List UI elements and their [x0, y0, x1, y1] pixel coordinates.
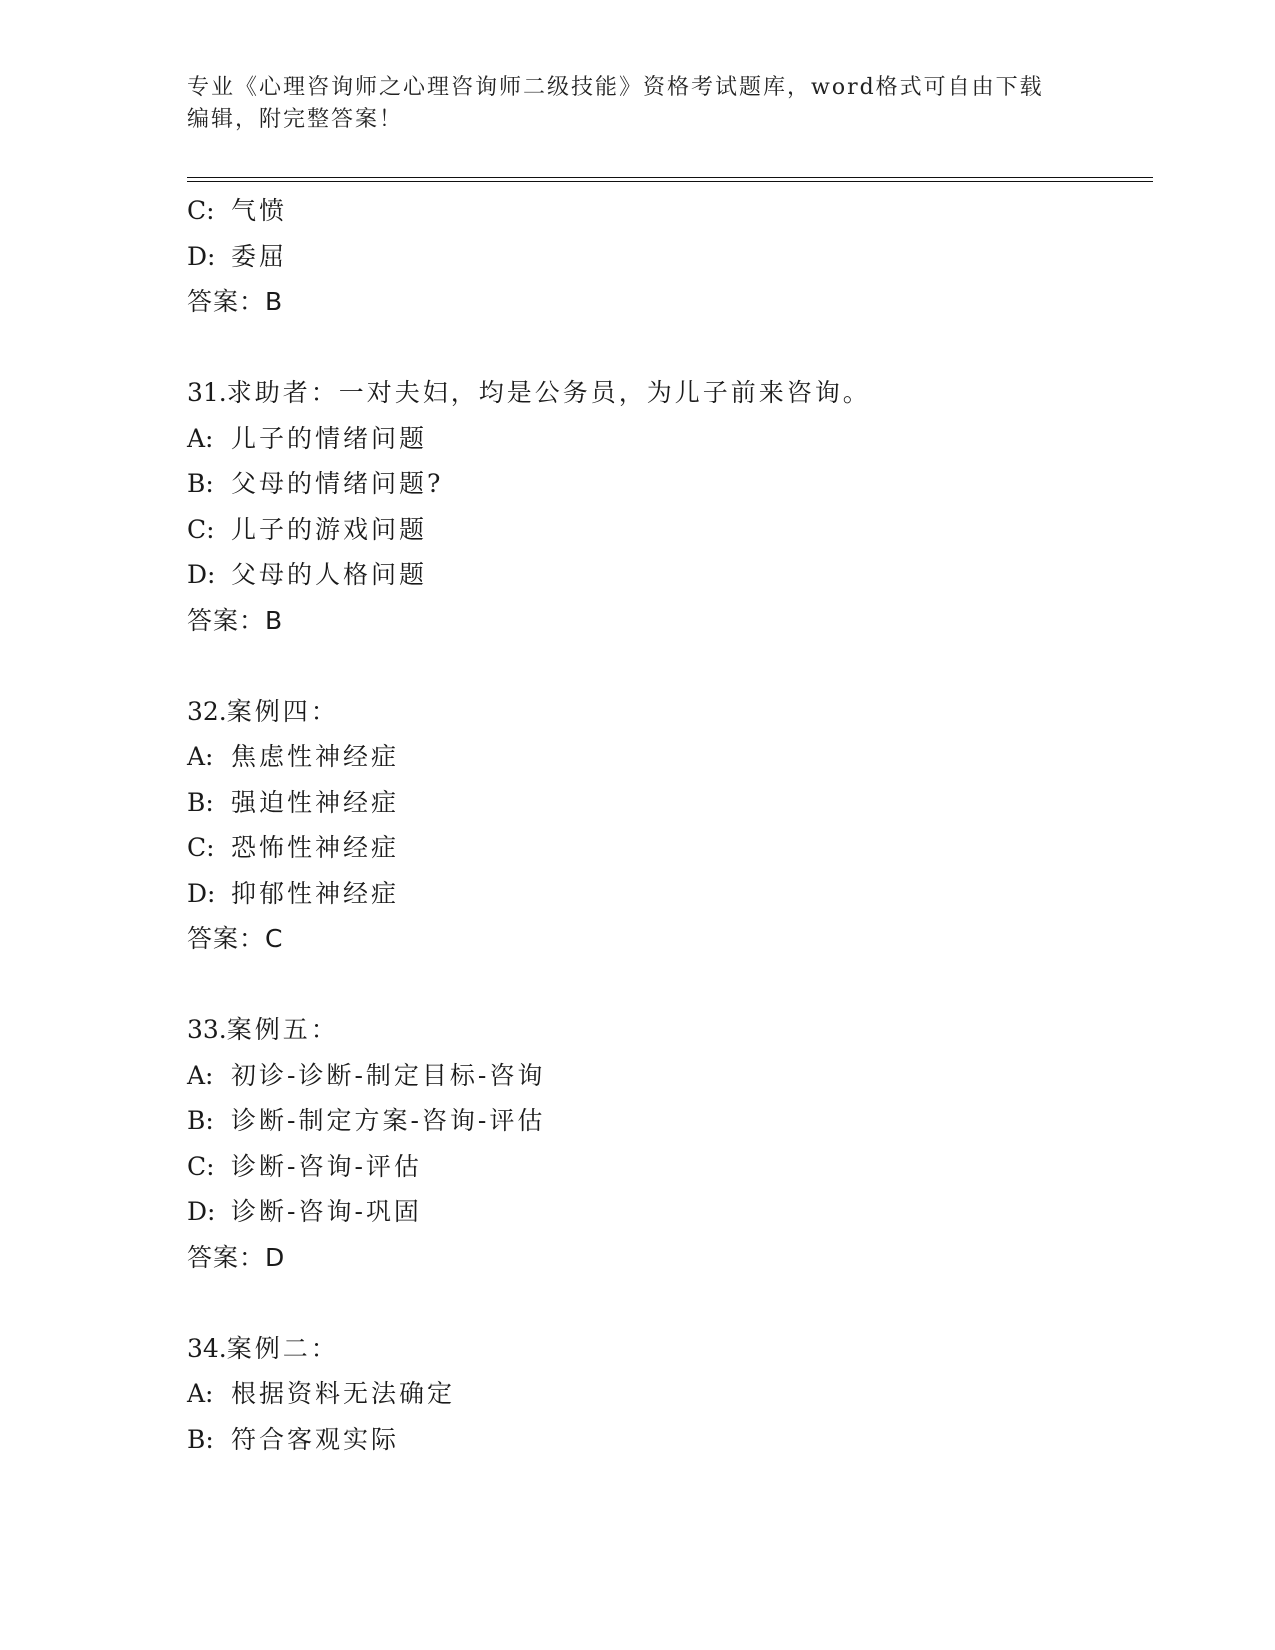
option-letter: B:: [187, 469, 214, 498]
option-text: 诊断-制定方案-咨询-评估: [231, 1106, 546, 1135]
spacer: [187, 962, 1147, 1008]
answer-line: 答案：B: [187, 287, 284, 316]
spacer: [187, 325, 1147, 371]
option-d: [187, 552, 1147, 598]
option-text: 根据资料无法确定: [231, 1379, 456, 1408]
document-header: [187, 72, 1067, 136]
option-d: [187, 871, 1147, 917]
option-text: 父母的人格问题: [231, 560, 428, 589]
option-a: [187, 1371, 1147, 1417]
question-number: 34.: [187, 1333, 227, 1363]
option-b: [187, 1417, 1147, 1463]
question-number: 32.: [187, 696, 227, 726]
answer-line: 答案：B: [187, 605, 284, 635]
option-a: [187, 734, 1147, 780]
option-letter: B:: [187, 787, 214, 817]
question-stem: [187, 689, 1147, 735]
option-text: 初诊-诊断-制定目标-咨询: [231, 1060, 546, 1090]
option-text: 焦虑性神经症: [231, 742, 400, 771]
question-text: 案例五：: [226, 1015, 339, 1044]
header-line-2: 编辑，附完整答案！: [187, 107, 404, 132]
option-letter: B:: [187, 1106, 214, 1135]
option-text: 气愤: [231, 196, 288, 225]
option-letter: A:: [187, 1379, 214, 1408]
header-line-1: 专业《心理咨询师之心理咨询师二级技能》资格考试题库，word格式可自由下载: [187, 75, 1044, 100]
option-d: [187, 1189, 1147, 1235]
option-text: 恐怖性神经症: [231, 833, 400, 862]
question-number: 31.: [187, 378, 227, 407]
question-stem: [187, 1326, 1147, 1372]
question-stem: [187, 1007, 1147, 1053]
option-text: 委屈: [231, 241, 288, 271]
option-c: [187, 825, 1147, 871]
answer-line: 答案：C: [187, 924, 284, 953]
option-text: 儿子的情绪问题: [231, 423, 428, 453]
header-rule-bottom: [187, 181, 1153, 182]
option-text: 诊断-咨询-巩固: [231, 1197, 422, 1226]
option-letter: D:: [187, 878, 216, 908]
option-text: 儿子的游戏问题: [231, 514, 428, 544]
option-letter: C:: [187, 514, 215, 544]
option-letter: A:: [187, 423, 214, 453]
option-text: 诊断-咨询-评估: [231, 1151, 422, 1181]
question-text: 求助者：一对夫妇，均是公务员，为儿子前来咨询。: [226, 378, 871, 407]
question-text: 案例四：: [226, 696, 339, 726]
option-text: 强迫性神经症: [231, 787, 400, 817]
option-letter: B:: [187, 1424, 214, 1454]
option-c: [187, 188, 1147, 234]
option-letter: D:: [187, 241, 216, 271]
option-letter: D:: [187, 560, 216, 589]
question-number: 33.: [187, 1015, 227, 1044]
option-text: 抑郁性神经症: [231, 878, 400, 908]
question-list: [187, 188, 1147, 1462]
option-letter: C:: [187, 833, 215, 862]
option-b: [187, 780, 1147, 826]
spacer: [187, 1280, 1147, 1326]
question-text: 案例二：: [226, 1333, 339, 1363]
option-letter: C:: [187, 1151, 215, 1181]
header-rule-top: [187, 177, 1153, 178]
option-d: [187, 234, 1147, 280]
answer-line: 答案：D: [187, 1242, 286, 1272]
option-a: [187, 416, 1147, 462]
option-letter: A:: [187, 742, 214, 771]
option-b: [187, 461, 1147, 507]
option-letter: A:: [187, 1060, 214, 1090]
spacer: [187, 643, 1147, 689]
option-b: [187, 1098, 1147, 1144]
option-a: [187, 1053, 1147, 1099]
option-letter: C:: [187, 196, 215, 225]
option-c: [187, 1144, 1147, 1190]
option-text: 父母的情绪问题?: [231, 469, 444, 498]
option-text: 符合客观实际: [231, 1424, 400, 1454]
option-c: [187, 507, 1147, 553]
option-letter: D:: [187, 1197, 216, 1226]
question-stem: [187, 370, 1147, 416]
